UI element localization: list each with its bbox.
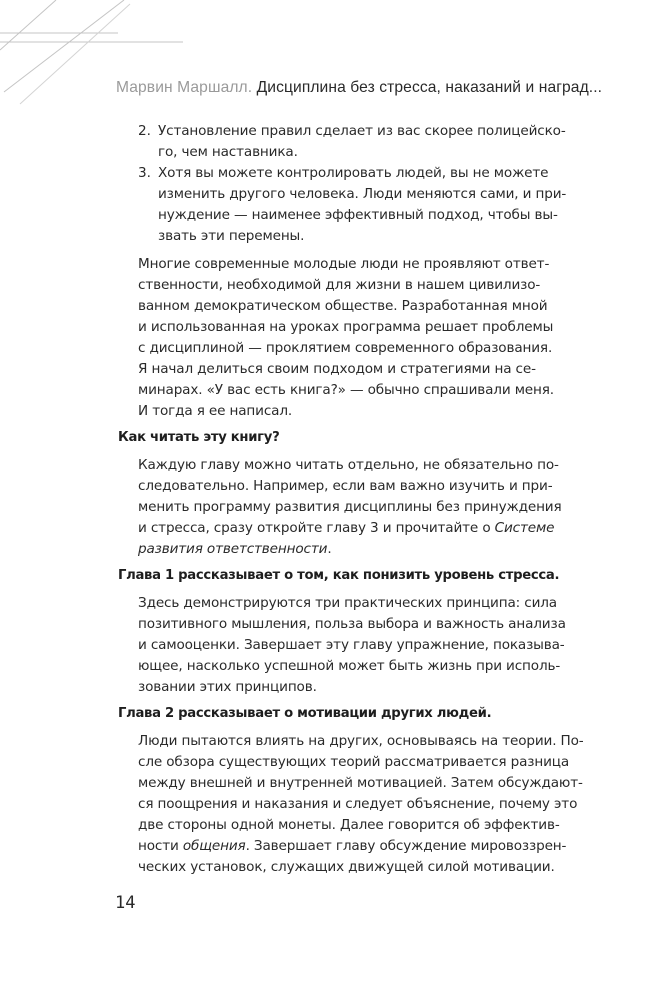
section-1-line-3: менить программу развития дисциплины без принуждения [138,499,562,515]
paragraph-1-line-2: ственности, необходимой для жизни в нашем цивилизо- [138,277,541,293]
decor-line-d3 [20,4,130,104]
section-3-line-3: между внешней и внутренней мотивацией. Затем обсуждают- [138,775,583,791]
paragraph-1-line-6: Я начал делиться своим подходом и стратегиями на се- [138,361,536,377]
section-3-line-6 [138,838,566,854]
page-number: 14 [115,893,136,913]
header-decoration [0,0,659,120]
list-item-3-line-4: звать эти перемены. [158,228,305,244]
list-item-3-line-1: Хотя вы можете контролировать людей, вы не можете [158,165,549,181]
section-1-line-1: Каждую главу можно читать отдельно, не обязательно по- [138,457,559,473]
decor-line-d2 [4,0,124,92]
section-2-line-3: и самооценки. Завершает эту главу упражнение, показыва- [138,637,565,653]
list-item-2-line-1: Установление правил сделает из вас скорее полицейско- [158,123,566,139]
list-item-2-line-2: го, чем наставника. [158,144,298,160]
running-header [116,78,636,98]
section-2-line-5: зовании этих принципов. [138,679,317,695]
section-2-line-1: Здесь демонстрируются три практических принципа: сила [138,595,557,611]
section-1-line-5-italic: развития ответственности [138,541,328,557]
list-item-3-line-2: изменить другого человека. Люди меняются сами, и при- [158,186,567,202]
section-3-line-6-text: ности [138,838,183,854]
paragraph-1-line-7: минарах. «У вас есть книга?» — обычно спрашивали меня. [138,382,554,398]
heading-chapter-2: Глава 2 рассказывает о мотивации других людей. [118,706,492,721]
paragraph-1-line-4: и использованная на уроках программа решает проблемы [138,319,554,335]
section-1-line-5 [138,541,331,557]
list-number-2: 2. [138,123,151,139]
section-1-line-5-end: . [327,541,332,557]
heading-chapter-1: Глава 1 рассказывает о том, как понизить уровень стресса. [118,568,560,583]
heading-how-to-read: Как читать эту книгу? [118,430,280,445]
header-book-title: Дисциплина без стресса, наказаний и наград... [256,79,603,96]
section-1-line-2: следовательно. Например, если вам важно изучить и при- [138,478,553,494]
section-3-line-5: две стороны одной монеты. Далее говорится об эффектив- [138,817,560,833]
section-2-line-4: ющее, насколько успешной может быть жизнь при исполь- [138,658,561,674]
section-3-line-2: сле обзора существующих теорий рассматривается разница [138,754,570,770]
section-3-line-1: Люди пытаются влиять на других, основываясь на теории. По- [138,733,584,749]
section-3-line-7: ческих установок, служащих движущей силой мотивации. [138,859,555,875]
paragraph-1-line-8: И тогда я ее написал. [138,403,293,419]
list-item-3-line-3: нуждение — наименее эффективный подход, чтобы вы- [158,207,558,223]
section-1-line-4 [138,520,554,536]
section-1-line-4-text: и стресса, сразу откройте главу 3 и прочитайте о [138,520,495,536]
list-number-3: 3. [138,165,151,181]
header-author: Марвин Маршалл. [116,79,253,96]
section-3-line-6-end: . Завершает главу обсуждение мировоззрен- [245,838,567,854]
section-2-line-2: позитивного мышления, польза выбора и важность анализа [138,616,566,632]
paragraph-1-line-3: ванном демократическом обществе. Разработанная мной [138,298,548,314]
paragraph-1-line-5: с дисциплиной — проклятием современного образования. [138,340,553,356]
paragraph-1-line-1: Многие современные молодые люди не проявляют ответ- [138,256,550,272]
section-1-line-4-italic: Системе [494,520,555,536]
section-3-line-6-italic: общения [182,838,246,854]
section-3-line-4: ся поощрения и наказания и следует объяснение, почему это [138,796,578,812]
